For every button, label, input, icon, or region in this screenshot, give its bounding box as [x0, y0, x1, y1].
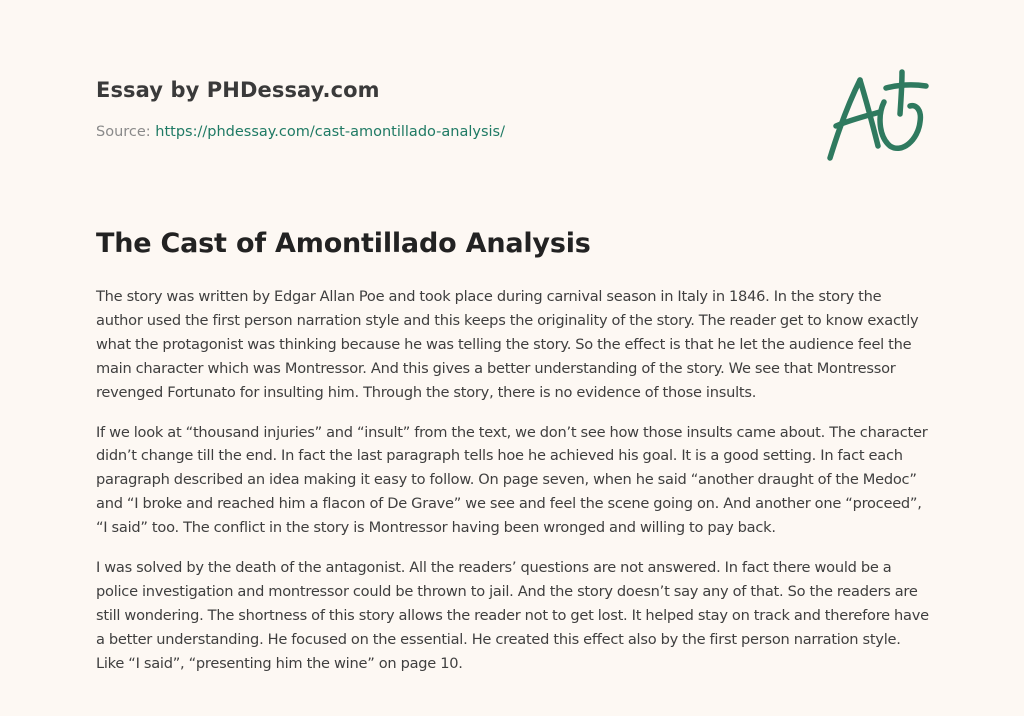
- a-plus-grade-icon: [822, 66, 932, 166]
- source-label: Source:: [96, 124, 151, 140]
- essay-title: The Cast of Amontillado Analysis: [96, 228, 591, 259]
- site-brand: Essay by PHDessay.com: [96, 78, 380, 102]
- essay-paragraph: I was solved by the death of the antagonist. All the readers’ questions are not answered. In fact there would be a police investigation and montressor could be thrown to jail. And the story doesn’t say any of that. So the readers are still wondering. The shortness of this story allows the reader not to get lost. It helped stay on track and therefore have a better understanding. He focused on the essential. He created this effect also by the first person narration style. Like “I said”, “presenting him the wine” on page 10.: [96, 559, 929, 672]
- essay-body: [96, 285, 932, 692]
- essay-header: [96, 76, 796, 142]
- essay-paragraph: If we look at “thousand injuries” and “insult” from the text, we don’t see how those insults came about. The character didn’t change till the end. In fact the last paragraph tells hoe he achieved his goal. It is a good setting. In fact each paragraph described an idea making it easy to follow. On page seven, when he said “another draught of the Medoc” and “I broke and reached him a flacon of De Grave” we see and feel the scene going on. And another one “proceed”, “I said” too. The conflict in the story is Montressor having been wronged and willing to pay back.: [96, 423, 928, 537]
- essay-paragraph: The story was written by Edgar Allan Poe and took place during carnival season in Italy in 1846. In the story the author used the first person narration style and this keeps the originality of the story. The reader get to know exactly what the protagonist was thinking because he was telling the story. So the effect is that he let the audience feel the main character which was Montressor. And this gives a better understanding of the story. We see that Montressor revenged Fortunato for insulting him. Through the story, there is no evidence of those insults.: [96, 288, 919, 401]
- source-line: [96, 122, 796, 142]
- source-link[interactable]: https://phdessay.com/cast-amontillado-analysis/: [155, 124, 505, 140]
